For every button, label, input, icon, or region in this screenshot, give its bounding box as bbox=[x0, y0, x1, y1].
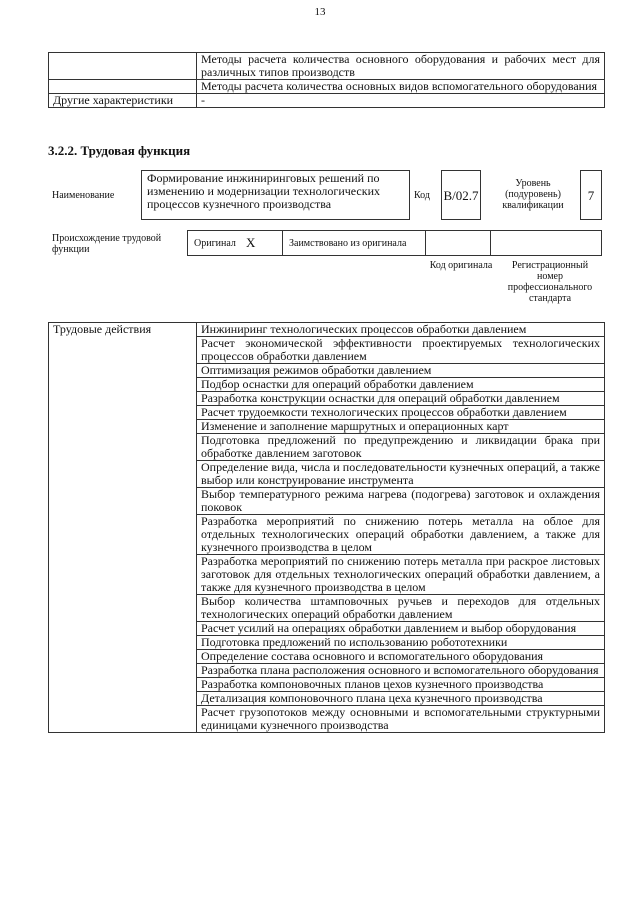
page-number: 13 bbox=[314, 6, 326, 18]
code-label: Код bbox=[414, 190, 430, 201]
reg-number-cell bbox=[490, 230, 602, 256]
labor-action-item: Определение вида, числа и последовательности кузнечных операций, а также выбор или конструирование инструмента bbox=[197, 461, 605, 488]
row-label bbox=[49, 80, 197, 94]
labor-action-item: Подготовка предложений по использованию робототехники bbox=[197, 636, 605, 650]
labor-action-item: Подготовка предложений по предупреждению и ликвидации брака при обработке давлением заготовок bbox=[197, 434, 605, 461]
labor-actions-label: Трудовые действия bbox=[49, 323, 197, 733]
original-cell bbox=[187, 230, 283, 256]
labor-actions-table bbox=[48, 322, 605, 733]
code-original-label: Код оригинала bbox=[429, 260, 493, 271]
borrowed-label: Заимствовано из оригинала bbox=[289, 238, 407, 249]
name-label: Наименование bbox=[52, 190, 115, 201]
origin-row bbox=[187, 230, 602, 256]
row-label bbox=[49, 53, 197, 80]
characteristics-table bbox=[48, 52, 605, 108]
labor-action-item: Расчет экономической эффективности проектируемых технологических процессов обработки давлением bbox=[197, 337, 605, 364]
qualification-level: 7 bbox=[580, 170, 602, 220]
labor-action-item: Выбор температурного режима нагрева (подогрева) заготовок и охлаждения поковок bbox=[197, 488, 605, 515]
row-text: Методы расчета количества основных видов вспомогательного оборудования bbox=[197, 80, 605, 94]
function-code: B/02.7 bbox=[441, 170, 481, 220]
table-row bbox=[49, 323, 605, 337]
original-mark: X bbox=[246, 235, 256, 250]
origin-label: Происхождение трудовой функции bbox=[52, 233, 162, 255]
labor-action-item: Расчет трудоемкости технологических процессов обработки давлением bbox=[197, 406, 605, 420]
table-row bbox=[49, 53, 605, 80]
reg-number-label: Регистрационный номер профессионального стандарта bbox=[507, 260, 593, 304]
row-text: Методы расчета количества основного оборудования и рабочих мест для различных типов производств bbox=[197, 53, 605, 80]
labor-action-item: Выбор количества штамповочных ручьев и переходов для отдельных технологических операций обработки давлением bbox=[197, 595, 605, 622]
labor-action-item: Определение состава основного и вспомогательного оборудования bbox=[197, 650, 605, 664]
labor-action-item: Детализация компоновочного плана цеха кузнечного производства bbox=[197, 692, 605, 706]
function-name: Формирование инжиниринговых решений по изменению и модернизации технологических процессов кузнечного производства bbox=[141, 170, 410, 220]
labor-action-item: Разработка конструкции оснастки для операций обработки давлением bbox=[197, 392, 605, 406]
labor-action-item: Разработка компоновочных планов цехов кузнечного производства bbox=[197, 678, 605, 692]
table-row bbox=[49, 94, 605, 108]
borrowed-cell bbox=[282, 230, 426, 256]
level-label: Уровень (подуровень) квалификации bbox=[502, 178, 564, 211]
row-text: - bbox=[197, 94, 605, 108]
labor-action-item: Расчет грузопотоков между основными и вспомогательными структурными единицами кузнечного производства bbox=[197, 706, 605, 733]
labor-action-item: Подбор оснастки для операций обработки давлением bbox=[197, 378, 605, 392]
labor-action-item: Разработка мероприятий по снижению потерь металла на облое для отдельных технологических операций обработки давлением, а также для кузнечного производства в целом bbox=[197, 515, 605, 555]
labor-action-item: Инжиниринг технологических процессов обработки давлением bbox=[197, 323, 605, 337]
labor-action-item: Оптимизация режимов обработки давлением bbox=[197, 364, 605, 378]
labor-action-item: Разработка плана расположения основного и вспомогательного оборудования bbox=[197, 664, 605, 678]
original-label: Оригинал bbox=[194, 238, 236, 249]
labor-action-item: Изменение и заполнение маршрутных и операционных карт bbox=[197, 420, 605, 434]
code-original-cell bbox=[425, 230, 491, 256]
table-row bbox=[49, 80, 605, 94]
labor-action-item: Разработка мероприятий по снижению потерь металла при раскрое листовых заготовок для отдельных технологических операций обработки давлением, а также для кузнечного производства в целом bbox=[197, 555, 605, 595]
section-heading: 3.2.2. Трудовая функция bbox=[48, 143, 191, 158]
row-label: Другие характеристики bbox=[49, 94, 197, 108]
labor-action-item: Расчет усилий на операциях обработки давлением и выбор оборудования bbox=[197, 622, 605, 636]
